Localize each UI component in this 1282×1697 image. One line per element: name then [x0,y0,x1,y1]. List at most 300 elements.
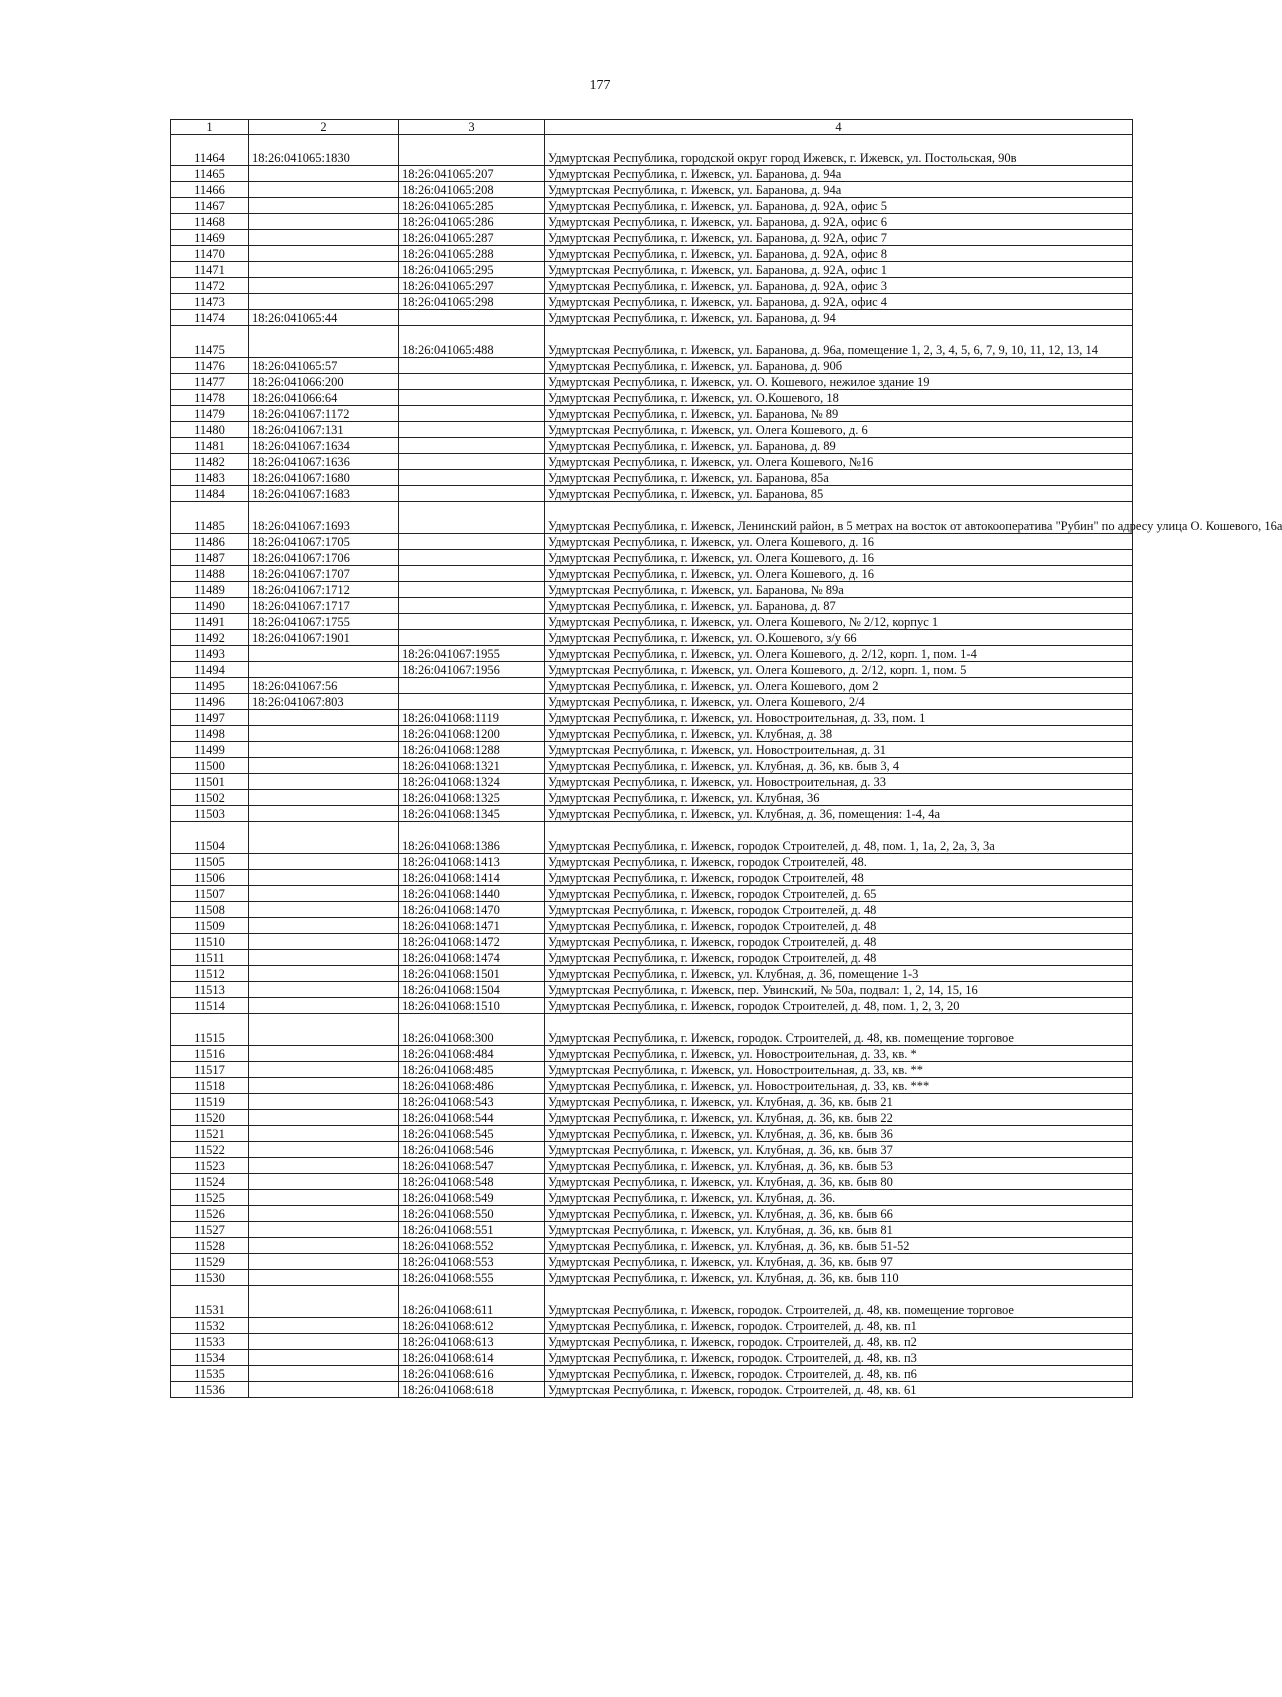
table-row [171,1334,1133,1350]
land-cadastral-number [249,742,399,758]
table-row [171,262,1133,278]
table-row [171,166,1133,182]
address: Удмуртская Республика, г. Ижевск, городок Строителей, д. 48 [545,950,1133,966]
land-cadastral-number [249,1318,399,1334]
object-cadastral-number: 18:26:041065:488 [399,326,545,358]
table-row [171,1318,1133,1334]
object-cadastral-number: 18:26:041068:1386 [399,822,545,854]
row-number: 11521 [171,1126,249,1142]
table-row [171,214,1133,230]
address: Удмуртская Республика, городской округ город Ижевск, г. Ижевск, ул. Постольская, 90в [545,135,1133,166]
land-cadastral-number: 18:26:041067:131 [249,422,399,438]
column-header-1: 1 [171,120,249,135]
object-cadastral-number [399,406,545,422]
object-cadastral-number: 18:26:041065:207 [399,166,545,182]
object-cadastral-number [399,470,545,486]
address: Удмуртская Республика, г. Ижевск, ул. Клубная, д. 36, кв. быв 21 [545,1094,1133,1110]
address: Удмуртская Республика, г. Ижевск, ул. Баранова, д. 94 [545,310,1133,326]
table-row [171,454,1133,470]
row-number: 11479 [171,406,249,422]
row-number: 11529 [171,1254,249,1270]
address: Удмуртская Республика, г. Ижевск, ул. Клубная, д. 36, кв. быв 81 [545,1222,1133,1238]
land-cadastral-number [249,1206,399,1222]
address: Удмуртская Республика, г. Ижевск, ул. Баранова, д. 92А, офис 5 [545,198,1133,214]
row-number: 11466 [171,182,249,198]
address: Удмуртская Республика, г. Ижевск, ул. Клубная, д. 36, кв. быв 66 [545,1206,1133,1222]
row-number: 11525 [171,1190,249,1206]
object-cadastral-number: 18:26:041068:1321 [399,758,545,774]
land-cadastral-number [249,774,399,790]
land-cadastral-number [249,934,399,950]
land-cadastral-number [249,1254,399,1270]
row-number: 11492 [171,630,249,646]
object-cadastral-number: 18:26:041065:298 [399,294,545,310]
land-cadastral-number [249,1062,399,1078]
object-cadastral-number: 18:26:041068:614 [399,1350,545,1366]
address: Удмуртская Республика, г. Ижевск, ул. Клубная, д. 36, кв. быв 80 [545,1174,1133,1190]
address: Удмуртская Республика, г. Ижевск, пер. Увинский, № 50а, подвал: 1, 2, 14, 15, 16 [545,982,1133,998]
row-number: 11501 [171,774,249,790]
table-row [171,1094,1133,1110]
object-cadastral-number: 18:26:041065:285 [399,198,545,214]
row-number: 11506 [171,870,249,886]
land-cadastral-number [249,262,399,278]
object-cadastral-number: 18:26:041068:486 [399,1078,545,1094]
row-number: 11497 [171,710,249,726]
land-cadastral-number [249,1094,399,1110]
table-row [171,1254,1133,1270]
table-row [171,294,1133,310]
object-cadastral-number [399,534,545,550]
address: Удмуртская Республика, г. Ижевск, городок Строителей, д. 48 [545,918,1133,934]
column-header-2: 2 [249,120,399,135]
land-cadastral-number [249,1158,399,1174]
land-cadastral-number: 18:26:041065:57 [249,358,399,374]
object-cadastral-number [399,598,545,614]
row-number: 11489 [171,582,249,598]
object-cadastral-number [399,566,545,582]
column-header-3: 3 [399,120,545,135]
land-cadastral-number [249,1126,399,1142]
object-cadastral-number: 18:26:041068:612 [399,1318,545,1334]
table-row [171,1190,1133,1206]
land-cadastral-number [249,214,399,230]
row-number: 11527 [171,1222,249,1238]
land-cadastral-number [249,854,399,870]
row-number: 11480 [171,422,249,438]
table-row [171,934,1133,950]
object-cadastral-number: 18:26:041067:1956 [399,662,545,678]
address: Удмуртская Республика, г. Ижевск, городок. Строителей, д. 48, кв. помещение торговое [545,1286,1133,1318]
object-cadastral-number: 18:26:041068:1324 [399,774,545,790]
object-cadastral-number: 18:26:041068:552 [399,1238,545,1254]
row-number: 11509 [171,918,249,934]
object-cadastral-number [399,502,545,534]
row-number: 11517 [171,1062,249,1078]
object-cadastral-number: 18:26:041068:1501 [399,966,545,982]
address: Удмуртская Республика, г. Ижевск, городок Строителей, 48. [545,854,1133,870]
table-row [171,1046,1133,1062]
land-cadastral-number [249,1238,399,1254]
land-cadastral-number [249,1142,399,1158]
object-cadastral-number: 18:26:041068:1325 [399,790,545,806]
land-cadastral-number: 18:26:041067:1707 [249,566,399,582]
row-number: 11464 [171,135,249,166]
table-row [171,582,1133,598]
land-cadastral-number [249,998,399,1014]
address: Удмуртская Республика, г. Ижевск, ул. Клубная, д. 36, кв. быв 36 [545,1126,1133,1142]
land-cadastral-number [249,278,399,294]
table-header [171,120,1133,135]
table-row [171,1126,1133,1142]
address: Удмуртская Республика, г. Ижевск, ул. О. Кошевого, нежилое здание 19 [545,374,1133,390]
land-cadastral-number [249,646,399,662]
object-cadastral-number [399,678,545,694]
address: Удмуртская Республика, г. Ижевск, ул. Баранова, д. 89 [545,438,1133,454]
table-row [171,438,1133,454]
address: Удмуртская Республика, г. Ижевск, городок Строителей, д. 48 [545,902,1133,918]
table-row [171,534,1133,550]
land-cadastral-number [249,1046,399,1062]
header-row [171,120,1133,135]
object-cadastral-number [399,614,545,630]
address: Удмуртская Республика, г. Ижевск, ул. Олега Кошевого, д. 16 [545,534,1133,550]
column-header-4: 4 [545,120,1133,135]
table-row [171,870,1133,886]
row-number: 11498 [171,726,249,742]
land-cadastral-number: 18:26:041066:64 [249,390,399,406]
address: Удмуртская Республика, г. Ижевск, ул. Баранова, д. 92А, офис 4 [545,294,1133,310]
table-row [171,390,1133,406]
land-cadastral-number: 18:26:041067:1172 [249,406,399,422]
address: Удмуртская Республика, г. Ижевск, ул. Баранова, № 89а [545,582,1133,598]
address: Удмуртская Республика, г. Ижевск, ул. Новостроительная, д. 31 [545,742,1133,758]
object-cadastral-number [399,486,545,502]
table-row [171,374,1133,390]
object-cadastral-number: 18:26:041068:1200 [399,726,545,742]
table-row [171,790,1133,806]
row-number: 11493 [171,646,249,662]
land-cadastral-number: 18:26:041067:1712 [249,582,399,598]
address: Удмуртская Республика, г. Ижевск, ул. Олега Кошевого, д. 16 [545,566,1133,582]
table-row [171,230,1133,246]
object-cadastral-number [399,135,545,166]
object-cadastral-number: 18:26:041068:1470 [399,902,545,918]
row-number: 11511 [171,950,249,966]
row-number: 11465 [171,166,249,182]
address: Удмуртская Республика, г. Ижевск, ул. Клубная, д. 36, кв. быв 110 [545,1270,1133,1286]
address: Удмуртская Республика, г. Ижевск, ул. Клубная, д. 36, кв. быв 53 [545,1158,1133,1174]
row-number: 11486 [171,534,249,550]
row-number: 11476 [171,358,249,374]
object-cadastral-number: 18:26:041068:1440 [399,886,545,902]
table-row [171,502,1133,534]
object-cadastral-number: 18:26:041068:1504 [399,982,545,998]
object-cadastral-number: 18:26:041068:549 [399,1190,545,1206]
address: Удмуртская Республика, г. Ижевск, ул. Новостроительная, д. 33, кв. *** [545,1078,1133,1094]
table-row [171,182,1133,198]
address: Удмуртская Республика, г. Ижевск, ул. Новостроительная, д. 33 [545,774,1133,790]
object-cadastral-number [399,390,545,406]
row-number: 11491 [171,614,249,630]
object-cadastral-number [399,422,545,438]
table-row [171,982,1133,998]
address: Удмуртская Республика, г. Ижевск, ул. Баранова, д. 92А, офис 7 [545,230,1133,246]
address: Удмуртская Республика, г. Ижевск, городок Строителей, д. 48, пом. 1, 2, 3, 20 [545,998,1133,1014]
row-number: 11503 [171,806,249,822]
row-number: 11519 [171,1094,249,1110]
row-number: 11469 [171,230,249,246]
land-cadastral-number [249,1350,399,1366]
land-cadastral-number: 18:26:041067:1680 [249,470,399,486]
object-cadastral-number: 18:26:041068:1345 [399,806,545,822]
address: Удмуртская Республика, г. Ижевск, ул. Новостроительная, д. 33, кв. * [545,1046,1133,1062]
land-cadastral-number [249,166,399,182]
land-cadastral-number [249,182,399,198]
row-number: 11524 [171,1174,249,1190]
address: Удмуртская Республика, г. Ижевск, ул. Олега Кошевого, д. 2/12, корп. 1, пом. 5 [545,662,1133,678]
land-cadastral-number [249,1110,399,1126]
address: Удмуртская Республика, г. Ижевск, городок. Строителей, д. 48, кв. п3 [545,1350,1133,1366]
object-cadastral-number: 18:26:041068:300 [399,1014,545,1046]
address: Удмуртская Республика, г. Ижевск, ул. Баранова, № 89 [545,406,1133,422]
address: Удмуртская Республика, г. Ижевск, ул. Баранова, д. 96а, помещение 1, 2, 3, 4, 5, 6, 7, 9, 10, 11, 12, 13, 14 [545,326,1133,358]
land-cadastral-number: 18:26:041067:1636 [249,454,399,470]
land-cadastral-number: 18:26:041067:1901 [249,630,399,646]
row-number: 11514 [171,998,249,1014]
row-number: 11499 [171,742,249,758]
address: Удмуртская Республика, г. Ижевск, ул. Олега Кошевого, дом 2 [545,678,1133,694]
row-number: 11520 [171,1110,249,1126]
object-cadastral-number: 18:26:041068:1413 [399,854,545,870]
page-number: 177 [589,78,611,93]
address: Удмуртская Республика, г. Ижевск, городок. Строителей, д. 48, кв. 61 [545,1382,1133,1398]
land-cadastral-number [249,1382,399,1398]
object-cadastral-number: 18:26:041068:544 [399,1110,545,1126]
table-row [171,662,1133,678]
address: Удмуртская Республика, г. Ижевск, ул. Баранова, д. 92А, офис 1 [545,262,1133,278]
object-cadastral-number: 18:26:041068:616 [399,1366,545,1382]
row-number: 11523 [171,1158,249,1174]
address: Удмуртская Республика, г. Ижевск, ул. Олега Кошевого, д. 16 [545,550,1133,566]
table-row [171,918,1133,934]
object-cadastral-number: 18:26:041065:286 [399,214,545,230]
address: Удмуртская Республика, г. Ижевск, ул. Баранова, д. 92А, офис 8 [545,246,1133,262]
address: Удмуртская Республика, г. Ижевск, городок. Строителей, д. 48, кв. п2 [545,1334,1133,1350]
table-row [171,310,1133,326]
address: Удмуртская Республика, г. Ижевск, ул. Баранова, 85 [545,486,1133,502]
table-row [171,358,1133,374]
land-cadastral-number [249,918,399,934]
row-number: 11516 [171,1046,249,1062]
table-row [171,630,1133,646]
row-number: 11512 [171,966,249,982]
object-cadastral-number: 18:26:041068:611 [399,1286,545,1318]
land-cadastral-number [249,1078,399,1094]
land-cadastral-number: 18:26:041067:1693 [249,502,399,534]
land-cadastral-number: 18:26:041067:56 [249,678,399,694]
land-cadastral-number [249,806,399,822]
table-row [171,1062,1133,1078]
address: Удмуртская Республика, г. Ижевск, ул. О.Кошевого, з/у 66 [545,630,1133,646]
object-cadastral-number: 18:26:041065:295 [399,262,545,278]
table-row [171,1142,1133,1158]
land-cadastral-number [249,1014,399,1046]
table-row [171,694,1133,710]
land-cadastral-number [249,1174,399,1190]
address: Удмуртская Республика, г. Ижевск, ул. Баранова, д. 94а [545,166,1133,182]
land-cadastral-number [249,1286,399,1318]
row-number: 11532 [171,1318,249,1334]
object-cadastral-number: 18:26:041068:613 [399,1334,545,1350]
object-cadastral-number [399,310,545,326]
object-cadastral-number: 18:26:041068:546 [399,1142,545,1158]
land-cadastral-number [249,710,399,726]
row-number: 11505 [171,854,249,870]
row-number: 11470 [171,246,249,262]
object-cadastral-number: 18:26:041065:297 [399,278,545,294]
object-cadastral-number: 18:26:041068:543 [399,1094,545,1110]
row-number: 11515 [171,1014,249,1046]
land-cadastral-number [249,982,399,998]
row-number: 11522 [171,1142,249,1158]
object-cadastral-number: 18:26:041067:1955 [399,646,545,662]
row-number: 11504 [171,822,249,854]
address: Удмуртская Республика, г. Ижевск, городок. Строителей, д. 48, кв. п1 [545,1318,1133,1334]
object-cadastral-number: 18:26:041068:1119 [399,710,545,726]
table-row [171,326,1133,358]
table-row [171,1014,1133,1046]
table-row [171,246,1133,262]
object-cadastral-number [399,358,545,374]
row-number: 11483 [171,470,249,486]
table-row [171,1350,1133,1366]
table-row [171,198,1133,214]
row-number: 11488 [171,566,249,582]
row-number: 11534 [171,1350,249,1366]
table-row [171,678,1133,694]
address: Удмуртская Республика, г. Ижевск, ул. Клубная, д. 38 [545,726,1133,742]
row-number: 11518 [171,1078,249,1094]
land-cadastral-number [249,1190,399,1206]
row-number: 11502 [171,790,249,806]
address: Удмуртская Республика, г. Ижевск, ул. Клубная, д. 36, кв. быв 51-52 [545,1238,1133,1254]
row-number: 11496 [171,694,249,710]
row-number: 11481 [171,438,249,454]
table-row [171,774,1133,790]
land-cadastral-number [249,326,399,358]
registry-table [170,119,1282,1398]
object-cadastral-number [399,454,545,470]
object-cadastral-number: 18:26:041068:1471 [399,918,545,934]
object-cadastral-number: 18:26:041068:1288 [399,742,545,758]
object-cadastral-number: 18:26:041065:208 [399,182,545,198]
address: Удмуртская Республика, г. Ижевск, ул. Баранова, д. 92А, офис 3 [545,278,1133,294]
land-cadastral-number [249,1222,399,1238]
table-row [171,966,1133,982]
row-number: 11473 [171,294,249,310]
land-cadastral-number [249,950,399,966]
table-row [171,1238,1133,1254]
land-cadastral-number [249,1334,399,1350]
table-row [171,1158,1133,1174]
row-number: 11526 [171,1206,249,1222]
object-cadastral-number: 18:26:041068:545 [399,1126,545,1142]
address: Удмуртская Республика, г. Ижевск, городок. Строителей, д. 48, кв. помещение торговое [545,1014,1133,1046]
land-cadastral-number [249,790,399,806]
table-row [171,1206,1133,1222]
object-cadastral-number [399,582,545,598]
row-number: 11484 [171,486,249,502]
table-body [171,135,1282,1398]
land-cadastral-number [249,726,399,742]
land-cadastral-number: 18:26:041067:1717 [249,598,399,614]
address: Удмуртская Республика, г. Ижевск, ул. Новостроительная, д. 33, пом. 1 [545,710,1133,726]
land-cadastral-number [249,246,399,262]
address: Удмуртская Республика, г. Ижевск, городок Строителей, 48 [545,870,1133,886]
address: Удмуртская Республика, г. Ижевск, Ленинский район, в 5 метрах на восток от автокооператива "Рубин" по адресу улица О. Кошевого, 16а [545,502,1133,534]
address: Удмуртская Республика, г. Ижевск, ул. Олега Кошевого, д. 2/12, корп. 1, пом. 1-4 [545,646,1133,662]
address: Удмуртская Республика, г. Ижевск, ул. Олега Кошевого, д. 6 [545,422,1133,438]
object-cadastral-number: 18:26:041068:485 [399,1062,545,1078]
row-number: 11490 [171,598,249,614]
table-row [171,902,1133,918]
address: Удмуртская Республика, г. Ижевск, ул. Клубная, д. 36, кв. быв 22 [545,1110,1133,1126]
row-number: 11533 [171,1334,249,1350]
row-number: 11474 [171,310,249,326]
object-cadastral-number [399,630,545,646]
object-cadastral-number: 18:26:041068:555 [399,1270,545,1286]
table-row [171,806,1133,822]
object-cadastral-number [399,694,545,710]
table-row [171,726,1133,742]
object-cadastral-number [399,550,545,566]
table-row [171,470,1133,486]
land-cadastral-number [249,230,399,246]
table-row [171,614,1133,630]
row-number: 11500 [171,758,249,774]
table-row [171,646,1133,662]
land-cadastral-number: 18:26:041067:1705 [249,534,399,550]
address: Удмуртская Республика, г. Ижевск, ул. Баранова, д. 87 [545,598,1133,614]
row-number: 11494 [171,662,249,678]
land-cadastral-number [249,902,399,918]
land-cadastral-number: 18:26:041067:1683 [249,486,399,502]
row-number: 11536 [171,1382,249,1398]
table-row [171,710,1133,726]
object-cadastral-number: 18:26:041068:618 [399,1382,545,1398]
object-cadastral-number [399,438,545,454]
table-row [171,406,1133,422]
table-row [171,1110,1133,1126]
address: Удмуртская Республика, г. Ижевск, ул. Клубная, д. 36, кв. быв 3, 4 [545,758,1133,774]
land-cadastral-number [249,966,399,982]
address: Удмуртская Республика, г. Ижевск, городок Строителей, д. 48, пом. 1, 1а, 2, 2а, 3, 3а [545,822,1133,854]
address: Удмуртская Республика, г. Ижевск, ул. Клубная, д. 36, помещение 1-3 [545,966,1133,982]
table-row [171,486,1133,502]
row-number: 11487 [171,550,249,566]
table-row [171,886,1133,902]
table-row [171,822,1133,854]
object-cadastral-number: 18:26:041065:288 [399,246,545,262]
object-cadastral-number: 18:26:041068:553 [399,1254,545,1270]
table-row [171,598,1133,614]
row-number: 11478 [171,390,249,406]
address: Удмуртская Республика, г. Ижевск, ул. Новостроительная, д. 33, кв. ** [545,1062,1133,1078]
land-cadastral-number [249,758,399,774]
land-cadastral-number [249,294,399,310]
row-number: 11513 [171,982,249,998]
